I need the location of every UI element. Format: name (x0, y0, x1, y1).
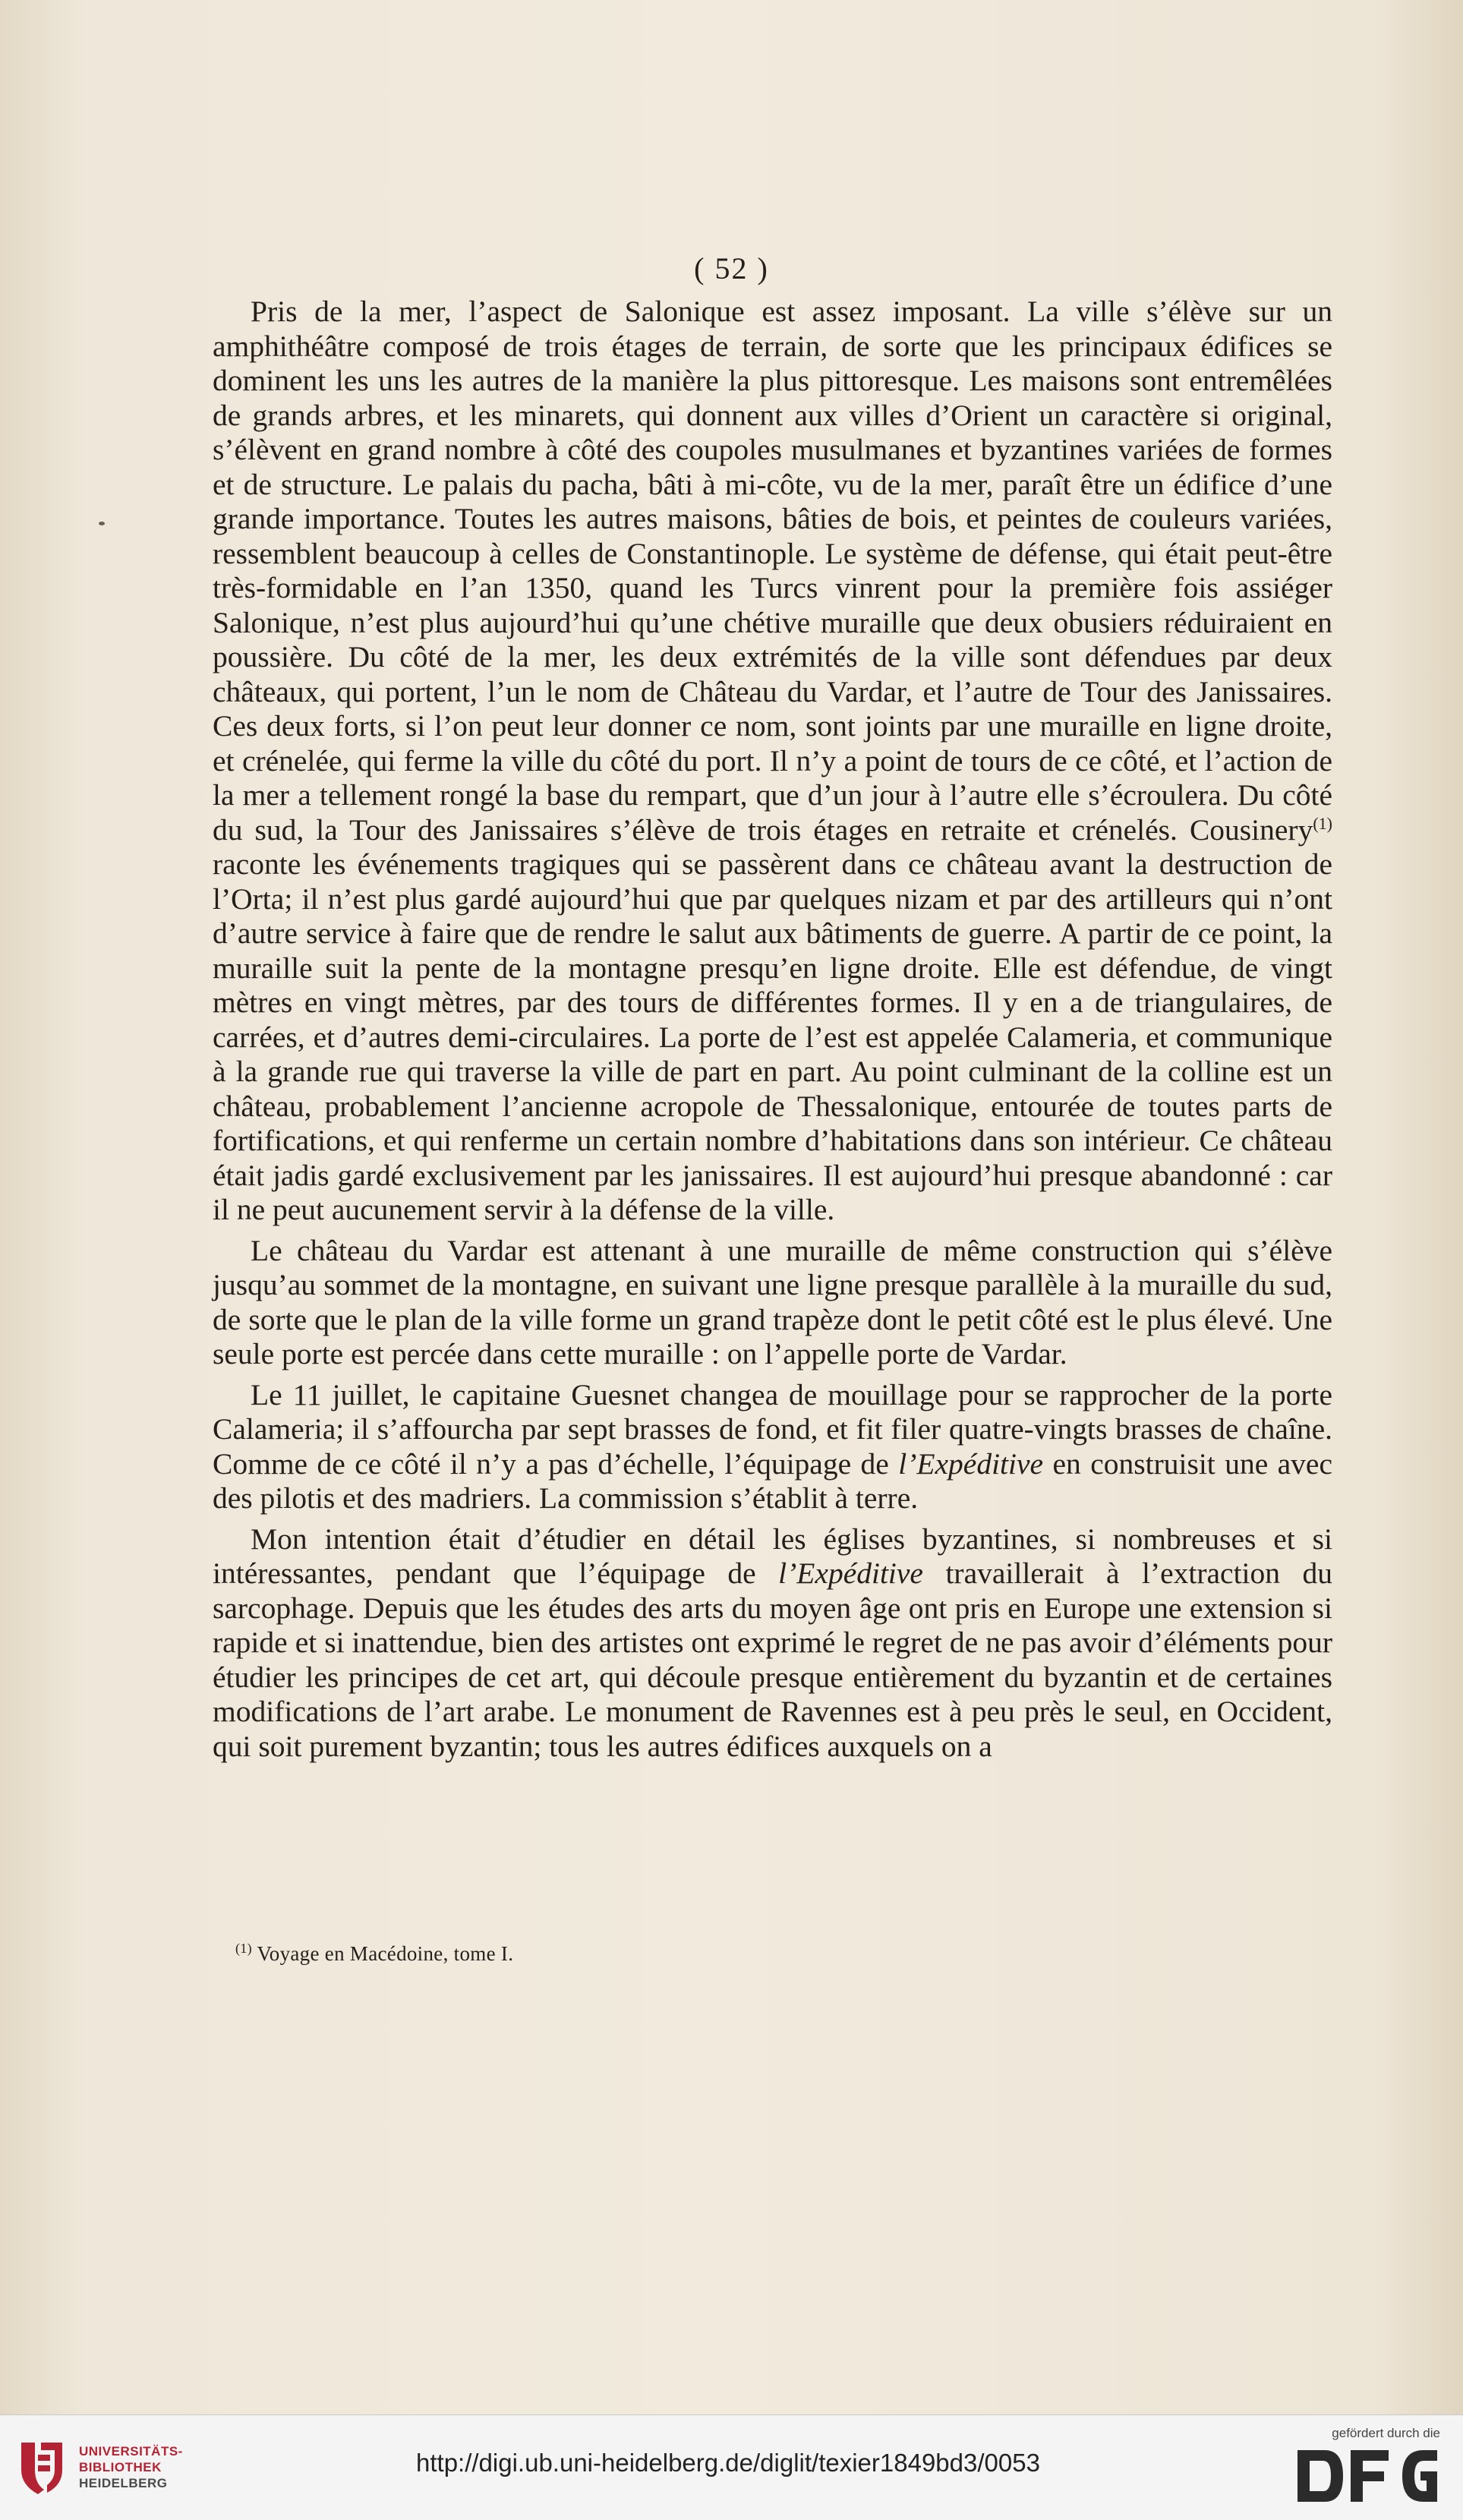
paragraph-4-continuation: travaillerait à l’extraction du sarcophage. Depuis que les études des arts du moyen âge ont pris en Europe une extension si rapide et si inattendue, bien des artistes ont exprimé le regret de ne pas avoir d’éléments pour étudier les principes de cet art, qui découle presque entièrement du byzantin et de certaines modifications de l’art arabe. Le monument de Ravennes est à peu près le seul, en Occident, qui soit purement byzantin; tous les autres édifices auxquels on a (213, 1556, 1333, 1763)
library-name-line-3: HEIDELBERG (79, 2475, 168, 2490)
paragraph-4-text: Mon intention était d’étudier en détail les églises byzantines, si nombreuses et si intéressantes, pendant que l’équipage de (213, 1522, 1332, 1590)
paragraph-4 (213, 1522, 1332, 1765)
paragraph-2-text: Le château du Vardar est attenant à une muraille de même construction qui s’élève jusqu’au sommet de la montagne, en suivant une ligne presque parallèle à la muraille du sud, de sorte que le plan de la ville forme un grand trapèze dont le petit côté est le plus élevé. Une seule porte est percée dans cette muraille : on l’appelle porte de Vardar. (213, 1233, 1332, 1370)
page-number: ( 52 ) (694, 251, 769, 285)
paragraph-3-continuation: en construisit une avec des pilotis et des madriers. La commission s’établit à terre. (213, 1446, 1332, 1515)
paragraph-3-text: Le 11 juillet, le capitaine Guesnet changea de mouillage pour se rapprocher de la porte Calameria; il s’affourcha par sept brasses de fond, et fit filer quatre-vingts brasses de chaîne. Comme de ce côté il n’y a pas d’échelle, l’équipage de (213, 1377, 1332, 1481)
library-name-line-2: BIBLIOTHEK (79, 2459, 162, 2474)
ship-name-italic: l’Expéditive (778, 1556, 923, 1590)
paragraph-1-text: Pris de la mer, l’aspect de Salonique est assez imposant. La ville s’élève sur un amphithéâtre composé de trois étages de terrain, de sorte que les principaux édifices se dominent les uns les autres de la manière la plus pittoresque. Les maisons sont entremêlées de grands arbres, et les minarets, qui donnent aux villes d’Orient un caractère si original, s’élèvent en grand nombre à côté des coupoles musulmanes et byzantines variées de formes et de structure. Le palais du pacha, bâti à mi-côte, vu de la mer, paraît être un édifice d’une grande importance. Toutes les autres maisons, bâties de bois, et peintes de couleurs variées, ressemblent beaucoup à celles de Constantinople. Le système de défense, qui était peut-être très-formidable en l’an 1350, quand les Turcs vinrent pour la première fois assiéger Salonique, n’est plus aujourd’hui qu’une chétive muraille que deux obusiers réduiraient en poussière. Du côté de la mer, les deux extrémités de la ville sont défendues par deux châteaux, qui portent, l’un le nom de Château du Vardar, et l’autre de Tour des Janissaires. Ces deux forts, si l’on peut leur donner ce nom, sont joints par une muraille en ligne droite, et crénelée, qui ferme la ville du côté du port. Il n’y a point de tours de ce côté, et l’action de la mer a tellement rongé la base du rempart, que d’un jour à l’autre elle s’écroulera. Du côté du sud, la Tour des Janissaires s’élève de trois étages en retraite et crénelés. Cousinery (213, 295, 1332, 847)
body-text (213, 295, 1332, 1764)
library-name (79, 2443, 183, 2491)
paragraph-1-continuation: raconte les événements tragiques qui se passèrent dans ce château avant la destruction de l’Orta; il n’est plus gardé aujourd’hui que par quelques nizam et par des artilleurs qui n’ont d’autre service à faire que de rendre le salut aux bâtiments de guerre. A partir de ce point, la muraille suit la pente de la montagne presqu’en ligne droite. Elle est défendue, de vingt mètres en vingt mètres, par des tours de différentes formes. Il y en a de triangulaires, de carrées, et d’autres demi-circulaires. La porte de l’est est appelée Calameria, et communique à la grande rue qui traverse la ville de part en part. Au point culminant de la colline est un château, probablement l’ancienne acropole de Thessalonique, entourée de toutes parts de fortifications, et qui renferme un certain nombre d’habitations dans son intérieur. Ce château était jadis gardé exclusivement par les janissaires. Il est aujourd’hui presque abandonné : car il ne peut aucunement servir à la défense de la ville. (213, 847, 1332, 1226)
paragraph-1 (213, 295, 1332, 1228)
library-emblem-icon (15, 2436, 68, 2497)
paragraph-2 (213, 1234, 1332, 1372)
footnote-text: Voyage en Macédoine, tome I. (251, 1942, 514, 1965)
permalink-url[interactable]: http://digi.ub.uni-heidelberg.de/diglit/texier1849bd3/0053 (416, 2449, 1040, 2477)
paragraph-3 (213, 1378, 1332, 1516)
footnote-marker: (1) (235, 1941, 252, 1956)
margin-mark (99, 522, 105, 525)
ship-name-italic: l’Expéditive (898, 1446, 1044, 1481)
viewer-footer (0, 2414, 1463, 2520)
dfg-logo-icon (1296, 2446, 1440, 2506)
dfg-funding-badge[interactable] (1296, 2426, 1440, 2506)
university-library-logo[interactable] (15, 2436, 183, 2497)
funding-caption: gefördert durch die (1332, 2426, 1440, 2440)
footnote (235, 1942, 513, 1966)
footnote-reference[interactable]: (1) (1313, 813, 1332, 833)
library-name-line-1: UNIVERSITÄTS- (79, 2443, 183, 2458)
